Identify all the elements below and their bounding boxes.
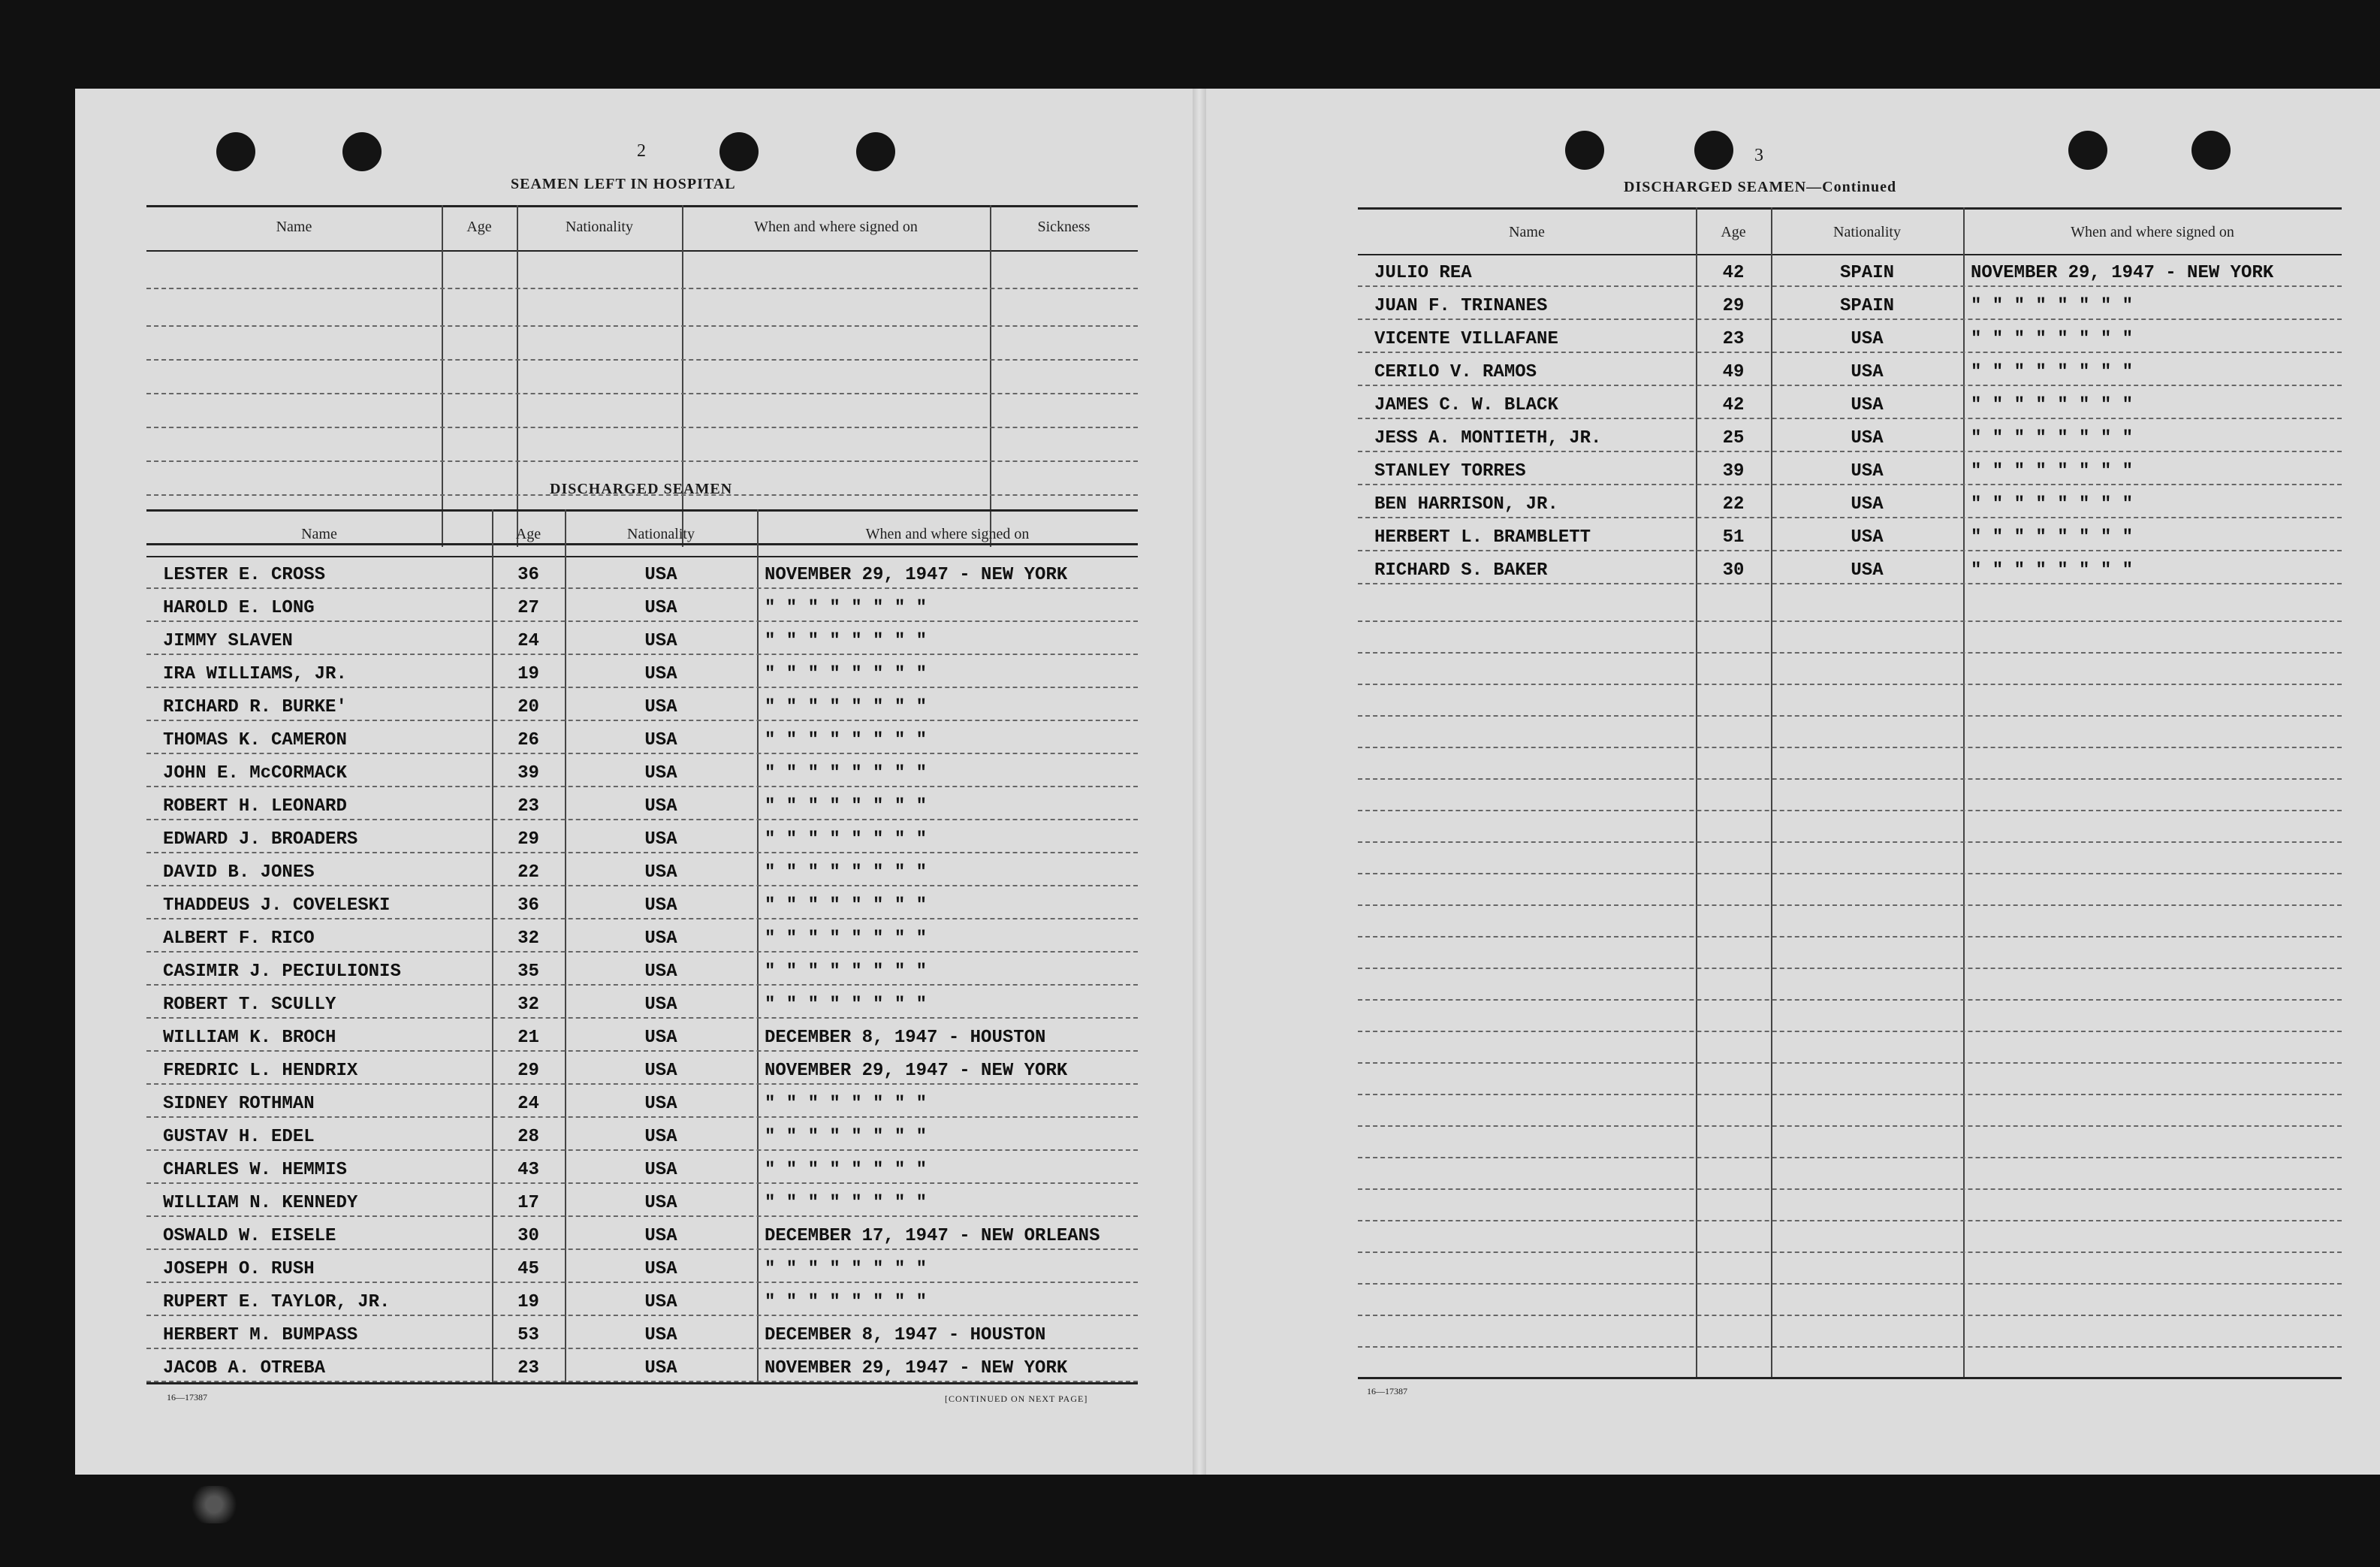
cell-name: OSWALD W. EISELE bbox=[163, 1226, 336, 1246]
cell-age: 22 bbox=[517, 862, 539, 883]
cell-age: 35 bbox=[517, 962, 539, 982]
blank-row-line bbox=[1358, 1188, 2342, 1190]
column-divider bbox=[1771, 207, 1772, 1379]
cell-age: 22 bbox=[1722, 494, 1745, 515]
cell-name: HAROLD E. LONG bbox=[163, 598, 315, 618]
cell-signed-on: " " " " " " " " bbox=[1971, 560, 2134, 581]
blank-row-line bbox=[1358, 1315, 2342, 1316]
blank-row-line bbox=[1358, 810, 2342, 811]
header-nationality: Nationality bbox=[566, 219, 633, 235]
row-divider bbox=[146, 852, 1138, 853]
cell-age: 39 bbox=[1722, 461, 1745, 482]
cell-signed-on: " " " " " " " " bbox=[765, 796, 928, 817]
cell-name: CASIMIR J. PECIULIONIS bbox=[163, 962, 401, 982]
cell-name: HERBERT M. BUMPASS bbox=[163, 1325, 358, 1345]
header-signed-on: When and where signed on bbox=[754, 219, 918, 235]
row-divider bbox=[146, 1116, 1138, 1118]
row-divider bbox=[1358, 550, 2342, 551]
blank-row-line bbox=[1358, 1251, 2342, 1253]
cell-name: WILLIAM K. BROCH bbox=[163, 1028, 336, 1048]
cell-nationality: USA bbox=[644, 697, 677, 717]
cell-signed-on: " " " " " " " " bbox=[1971, 494, 2134, 515]
row-divider bbox=[146, 620, 1138, 622]
cell-nationality: USA bbox=[1851, 527, 1884, 548]
cell-signed-on: " " " " " " " " bbox=[1971, 527, 2134, 548]
cell-nationality: USA bbox=[644, 895, 677, 916]
punch-hole bbox=[719, 132, 759, 171]
cell-age: 27 bbox=[517, 598, 539, 618]
cell-name: CERILO V. RAMOS bbox=[1374, 362, 1537, 382]
cell-nationality: USA bbox=[1851, 560, 1884, 581]
cell-name: THOMAS K. CAMERON bbox=[163, 730, 347, 750]
blank-row-line bbox=[1358, 1125, 2342, 1127]
row-divider bbox=[1358, 352, 2342, 353]
punch-hole bbox=[2068, 131, 2107, 170]
blank-row-line bbox=[1358, 873, 2342, 874]
cell-signed-on: " " " " " " " " bbox=[765, 598, 928, 618]
blank-row-line bbox=[1358, 904, 2342, 906]
cell-signed-on: " " " " " " " " bbox=[1971, 395, 2134, 415]
row-divider bbox=[1358, 451, 2342, 452]
cell-nationality: USA bbox=[644, 928, 677, 949]
cell-name: VICENTE VILLAFANE bbox=[1374, 329, 1558, 349]
cell-age: 21 bbox=[517, 1028, 539, 1048]
cell-signed-on: DECEMBER 17, 1947 - NEW ORLEANS bbox=[765, 1226, 1100, 1246]
blank-row-line bbox=[1358, 620, 2342, 622]
cell-signed-on: " " " " " " " " bbox=[765, 1160, 928, 1180]
cell-age: 29 bbox=[517, 829, 539, 850]
cell-age: 29 bbox=[1722, 296, 1745, 316]
cell-name: JOSEPH O. RUSH bbox=[163, 1259, 315, 1279]
blank-row-line bbox=[1358, 1062, 2342, 1064]
cell-age: 29 bbox=[517, 1061, 539, 1081]
blank-row-line bbox=[1358, 1283, 2342, 1285]
cell-age: 30 bbox=[1722, 560, 1745, 581]
cell-age: 30 bbox=[517, 1226, 539, 1246]
cell-name: RICHARD R. BURKE' bbox=[163, 697, 347, 717]
column-divider bbox=[1963, 207, 1965, 1379]
cell-nationality: USA bbox=[644, 1193, 677, 1213]
cell-age: 45 bbox=[517, 1259, 539, 1279]
cell-name: CHARLES W. HEMMIS bbox=[163, 1160, 347, 1180]
row-divider bbox=[146, 1315, 1138, 1316]
cell-age: 43 bbox=[517, 1160, 539, 1180]
blank-row-line bbox=[1358, 1094, 2342, 1095]
cell-nationality: USA bbox=[644, 1259, 677, 1279]
cell-signed-on: " " " " " " " " bbox=[1971, 296, 2134, 316]
blank-row-line bbox=[1358, 778, 2342, 780]
cell-nationality: USA bbox=[644, 1325, 677, 1345]
cell-name: STANLEY TORRES bbox=[1374, 461, 1526, 482]
header-signed-on: When and where signed on bbox=[2071, 224, 2234, 240]
cell-name: THADDEUS J. COVELESKI bbox=[163, 895, 391, 916]
right-page bbox=[1209, 89, 2380, 1475]
cell-age: 23 bbox=[517, 1358, 539, 1378]
cell-name: IRA WILLIAMS, JR. bbox=[163, 664, 347, 684]
cell-nationality: USA bbox=[644, 1226, 677, 1246]
cell-name: ALBERT F. RICO bbox=[163, 928, 315, 949]
cell-nationality: USA bbox=[644, 631, 677, 651]
cell-signed-on: NOVEMBER 29, 1947 - NEW YORK bbox=[765, 1358, 1068, 1378]
header-age: Age bbox=[466, 219, 492, 235]
blank-row-line bbox=[146, 427, 1138, 428]
cell-nationality: USA bbox=[1851, 428, 1884, 448]
blank-row-line bbox=[1358, 1157, 2342, 1158]
cell-nationality: SPAIN bbox=[1839, 263, 1894, 283]
table-top-rule bbox=[1358, 207, 2342, 210]
hospital-section-title: SEAMEN LEFT IN HOSPITAL bbox=[511, 176, 736, 192]
header-rule bbox=[146, 556, 1138, 557]
column-divider bbox=[1696, 207, 1697, 1379]
header-name: Name bbox=[276, 219, 312, 235]
cell-name: ROBERT T. SCULLY bbox=[163, 995, 336, 1015]
cell-nationality: USA bbox=[644, 1358, 677, 1378]
cell-name: HERBERT L. BRAMBLETT bbox=[1374, 527, 1591, 548]
cell-name: FREDRIC L. HENDRIX bbox=[163, 1061, 358, 1081]
blank-row-line bbox=[146, 460, 1138, 462]
cell-nationality: USA bbox=[1851, 329, 1884, 349]
cell-signed-on: " " " " " " " " bbox=[765, 631, 928, 651]
cell-signed-on: " " " " " " " " bbox=[765, 895, 928, 916]
cell-age: 53 bbox=[517, 1325, 539, 1345]
blank-row-line bbox=[1358, 715, 2342, 717]
cell-name: RICHARD S. BAKER bbox=[1374, 560, 1548, 581]
cell-name: JIMMY SLAVEN bbox=[163, 631, 293, 651]
row-divider bbox=[146, 1248, 1138, 1250]
column-divider bbox=[757, 509, 759, 1384]
table-top-rule bbox=[146, 509, 1138, 512]
blank-row-line bbox=[146, 393, 1138, 394]
cell-name: LESTER E. CROSS bbox=[163, 565, 326, 585]
cell-nationality: USA bbox=[644, 829, 677, 850]
cell-nationality: USA bbox=[644, 565, 677, 585]
punch-hole bbox=[342, 132, 382, 171]
cell-nationality: USA bbox=[644, 1292, 677, 1312]
cell-signed-on: DECEMBER 8, 1947 - HOUSTON bbox=[765, 1325, 1046, 1345]
row-divider bbox=[146, 720, 1138, 721]
row-divider bbox=[146, 918, 1138, 919]
discharged-table bbox=[146, 509, 1138, 1384]
header-signed-on: When and where signed on bbox=[865, 526, 1030, 542]
continued-section-title: DISCHARGED SEAMEN—Continued bbox=[1624, 179, 1897, 195]
row-divider bbox=[146, 1017, 1138, 1019]
discharged-section-title: DISCHARGED SEAMEN bbox=[550, 481, 733, 497]
blank-row-line bbox=[1358, 999, 2342, 1001]
cell-signed-on: " " " " " " " " bbox=[1971, 329, 2134, 349]
cell-signed-on: NOVEMBER 29, 1947 - NEW YORK bbox=[765, 1061, 1068, 1081]
blank-row-line bbox=[1358, 936, 2342, 937]
cell-age: 49 bbox=[1722, 362, 1745, 382]
blank-row-line bbox=[1358, 747, 2342, 748]
left-page bbox=[75, 89, 1179, 1475]
row-divider bbox=[146, 819, 1138, 820]
blank-row-line bbox=[1358, 1220, 2342, 1221]
cell-signed-on: " " " " " " " " bbox=[765, 962, 928, 982]
blank-row-line bbox=[1358, 1031, 2342, 1032]
blank-row-line bbox=[1358, 968, 2342, 969]
cell-nationality: USA bbox=[644, 862, 677, 883]
row-divider bbox=[1358, 385, 2342, 386]
cell-signed-on: " " " " " " " " bbox=[1971, 362, 2134, 382]
page-number: 3 bbox=[1754, 146, 1763, 165]
blank-row-line bbox=[146, 288, 1138, 289]
table-top-rule bbox=[146, 205, 1138, 207]
row-divider bbox=[1358, 484, 2342, 485]
header-age: Age bbox=[515, 526, 541, 542]
form-number: 16—17387 bbox=[167, 1392, 207, 1402]
cell-age: 32 bbox=[517, 995, 539, 1015]
cell-name: BEN HARRISON, JR. bbox=[1374, 494, 1558, 515]
discharged-continued-table bbox=[1358, 207, 2342, 1379]
row-divider bbox=[146, 1282, 1138, 1283]
cell-nationality: USA bbox=[644, 995, 677, 1015]
cell-name: JACOB A. OTREBA bbox=[163, 1358, 326, 1378]
cell-age: 23 bbox=[1722, 329, 1745, 349]
row-divider bbox=[146, 786, 1138, 787]
cell-nationality: USA bbox=[644, 763, 677, 784]
cell-signed-on: " " " " " " " " bbox=[765, 995, 928, 1015]
cell-name: WILLIAM N. KENNEDY bbox=[163, 1193, 358, 1213]
cell-signed-on: " " " " " " " " bbox=[765, 697, 928, 717]
row-divider bbox=[1358, 319, 2342, 320]
ink-smudge bbox=[188, 1486, 240, 1523]
cell-name: ROBERT H. LEONARD bbox=[163, 796, 347, 817]
row-divider bbox=[1358, 583, 2342, 584]
punch-hole bbox=[1694, 131, 1733, 170]
cell-name: JESS A. MONTIETH, JR. bbox=[1374, 428, 1602, 448]
header-name: Name bbox=[1509, 224, 1545, 240]
page-spine bbox=[1193, 89, 1206, 1475]
cell-signed-on: NOVEMBER 29, 1947 - NEW YORK bbox=[765, 565, 1068, 585]
cell-nationality: USA bbox=[644, 962, 677, 982]
row-divider bbox=[146, 654, 1138, 655]
cell-age: 32 bbox=[517, 928, 539, 949]
cell-nationality: USA bbox=[1851, 362, 1884, 382]
cell-signed-on: " " " " " " " " bbox=[765, 1127, 928, 1147]
header-age: Age bbox=[1721, 224, 1746, 240]
blank-row-line bbox=[1358, 652, 2342, 654]
punch-hole bbox=[1565, 131, 1604, 170]
cell-name: JULIO REA bbox=[1374, 263, 1472, 283]
cell-nationality: USA bbox=[1851, 395, 1884, 415]
header-sickness: Sickness bbox=[1037, 219, 1090, 235]
cell-age: 17 bbox=[517, 1193, 539, 1213]
cell-signed-on: " " " " " " " " bbox=[765, 829, 928, 850]
cell-signed-on: " " " " " " " " bbox=[765, 862, 928, 883]
cell-nationality: SPAIN bbox=[1839, 296, 1894, 316]
cell-signed-on: " " " " " " " " bbox=[1971, 461, 2134, 482]
cell-age: 25 bbox=[1722, 428, 1745, 448]
row-divider bbox=[146, 1050, 1138, 1052]
header-nationality: Nationality bbox=[1833, 224, 1901, 240]
punch-hole bbox=[856, 132, 895, 171]
cell-signed-on: " " " " " " " " bbox=[765, 730, 928, 750]
cell-name: JUAN F. TRINANES bbox=[1374, 296, 1548, 316]
cell-nationality: USA bbox=[644, 796, 677, 817]
cell-signed-on: " " " " " " " " bbox=[765, 763, 928, 784]
cell-signed-on: " " " " " " " " bbox=[765, 664, 928, 684]
cell-age: 20 bbox=[517, 697, 539, 717]
row-divider bbox=[146, 587, 1138, 589]
blank-row-line bbox=[1358, 684, 2342, 685]
cell-nationality: USA bbox=[1851, 494, 1884, 515]
cell-age: 42 bbox=[1722, 263, 1745, 283]
cell-nationality: USA bbox=[644, 1061, 677, 1081]
cell-age: 36 bbox=[517, 565, 539, 585]
cell-name: JOHN E. McCORMACK bbox=[163, 763, 347, 784]
cell-nationality: USA bbox=[644, 1094, 677, 1114]
row-divider bbox=[146, 1348, 1138, 1349]
cell-age: 51 bbox=[1722, 527, 1745, 548]
form-number: 16—17387 bbox=[1367, 1386, 1407, 1396]
cell-signed-on: " " " " " " " " bbox=[765, 928, 928, 949]
cell-signed-on: " " " " " " " " bbox=[765, 1094, 928, 1114]
row-divider bbox=[1358, 418, 2342, 419]
cell-nationality: USA bbox=[644, 598, 677, 618]
cell-name: GUSTAV H. EDEL bbox=[163, 1127, 315, 1147]
row-divider bbox=[146, 687, 1138, 688]
cell-nationality: USA bbox=[1851, 461, 1884, 482]
cell-nationality: USA bbox=[644, 1160, 677, 1180]
cell-age: 23 bbox=[517, 796, 539, 817]
blank-row-line bbox=[1358, 841, 2342, 843]
cell-nationality: USA bbox=[644, 1028, 677, 1048]
cell-name: RUPERT E. TAYLOR, JR. bbox=[163, 1292, 391, 1312]
cell-age: 42 bbox=[1722, 395, 1745, 415]
cell-age: 39 bbox=[517, 763, 539, 784]
cell-nationality: USA bbox=[644, 730, 677, 750]
page-number: 2 bbox=[637, 141, 646, 161]
row-divider bbox=[146, 984, 1138, 986]
cell-name: SIDNEY ROTHMAN bbox=[163, 1094, 315, 1114]
row-divider bbox=[146, 1182, 1138, 1184]
cell-age: 19 bbox=[517, 664, 539, 684]
cell-name: DAVID B. JONES bbox=[163, 862, 315, 883]
row-divider bbox=[146, 1083, 1138, 1085]
table-bottom-rule bbox=[146, 1382, 1138, 1384]
cell-age: 28 bbox=[517, 1127, 539, 1147]
row-divider bbox=[1358, 517, 2342, 518]
cell-name: EDWARD J. BROADERS bbox=[163, 829, 358, 850]
cell-signed-on: DECEMBER 8, 1947 - HOUSTON bbox=[765, 1028, 1046, 1048]
header-nationality: Nationality bbox=[627, 526, 695, 542]
header-rule bbox=[1358, 254, 2342, 255]
header-rule bbox=[146, 250, 1138, 252]
cell-signed-on: NOVEMBER 29, 1947 - NEW YORK bbox=[1971, 263, 2274, 283]
continued-note: [CONTINUED ON NEXT PAGE] bbox=[945, 1393, 1088, 1404]
cell-age: 36 bbox=[517, 895, 539, 916]
row-divider bbox=[146, 753, 1138, 754]
cell-age: 24 bbox=[517, 631, 539, 651]
row-divider bbox=[146, 1215, 1138, 1217]
header-name: Name bbox=[301, 526, 337, 542]
cell-signed-on: " " " " " " " " bbox=[765, 1193, 928, 1213]
row-divider bbox=[1358, 285, 2342, 287]
cell-age: 19 bbox=[517, 1292, 539, 1312]
row-divider bbox=[146, 1149, 1138, 1151]
cell-signed-on: " " " " " " " " bbox=[765, 1259, 928, 1279]
cell-nationality: USA bbox=[644, 1127, 677, 1147]
cell-signed-on: " " " " " " " " bbox=[765, 1292, 928, 1312]
document-scan bbox=[75, 89, 2380, 1475]
blank-row-line bbox=[146, 359, 1138, 361]
punch-hole bbox=[216, 132, 255, 171]
row-divider bbox=[146, 885, 1138, 886]
cell-age: 26 bbox=[517, 730, 539, 750]
blank-row-line bbox=[1358, 1346, 2342, 1348]
punch-hole bbox=[2191, 131, 2231, 170]
cell-name: JAMES C. W. BLACK bbox=[1374, 395, 1558, 415]
cell-age: 24 bbox=[517, 1094, 539, 1114]
cell-nationality: USA bbox=[644, 664, 677, 684]
table-bottom-rule bbox=[1358, 1377, 2342, 1379]
blank-row-line bbox=[146, 325, 1138, 327]
cell-signed-on: " " " " " " " " bbox=[1971, 428, 2134, 448]
row-divider bbox=[146, 951, 1138, 953]
